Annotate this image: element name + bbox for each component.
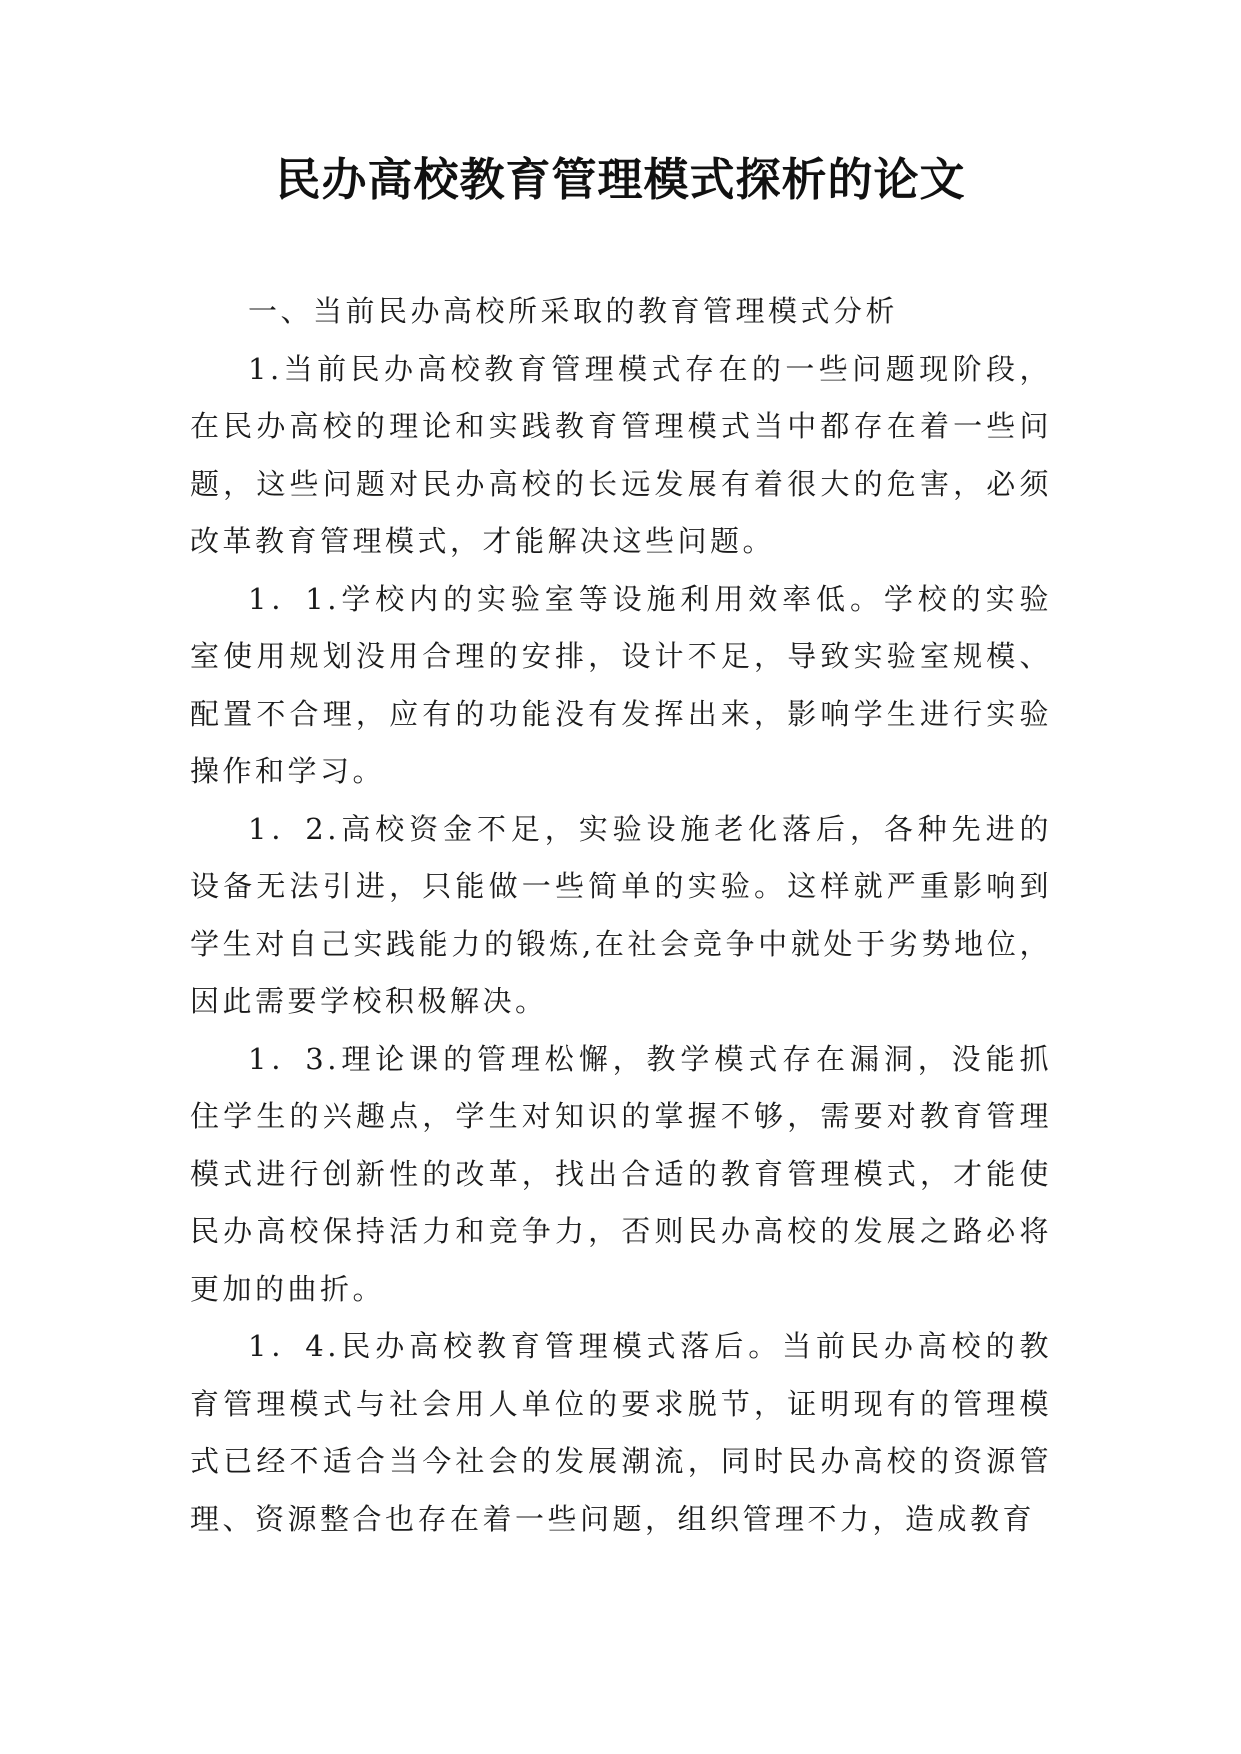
section-heading: 一、当前民办高校所采取的教育管理模式分析 — [248, 294, 899, 328]
document-body — [190, 283, 1052, 1548]
paragraph: 1．3.理论课的管理松懈，教学模式存在漏洞，没能抓住学生的兴趣点，学生对知识的掌握不够，需要对教育管理模式进行创新性的改革，找出合适的教育管理模式，才能使民办高校保持活力和竞争力，否则民办高校的发展之路必将更加的曲折。 — [190, 1041, 1052, 1306]
paragraph: 1．2.高校资金不足，实验设施老化落后，各种先进的设备无法引进，只能做一些简单的实验。这样就严重影响到学生对自己实践能力的锻炼,在社会竞争中就处于劣势地位，因此需要学校积极解决。 — [190, 811, 1052, 1018]
document-title: 民办高校教育管理模式探析的论文 — [275, 153, 966, 206]
paragraph: 1．1.学校内的实验室等设施利用效率低。学校的实验室使用规划没用合理的安排，设计不足，导致实验室规模、配置不合理，应有的功能没有发挥出来，影响学生进行实验操作和学习。 — [190, 581, 1052, 788]
paragraph: 1.当前民办高校教育管理模式存在的一些问题现阶段，在民办高校的理论和实践教育管理模式当中都存在着一些问题，这些问题对民办高校的长远发展有着很大的危害，必须改革教育管理模式，才能解决这些问题。 — [190, 351, 1052, 558]
paragraph: 1．4.民办高校教育管理模式落后。当前民办高校的教育管理模式与社会用人单位的要求脱节，证明现有的管理模式已经不适合当今社会的发展潮流，同时民办高校的资源管理、资源整合也存在着一些问题，组织管理不力，造成教育 — [190, 1329, 1052, 1536]
